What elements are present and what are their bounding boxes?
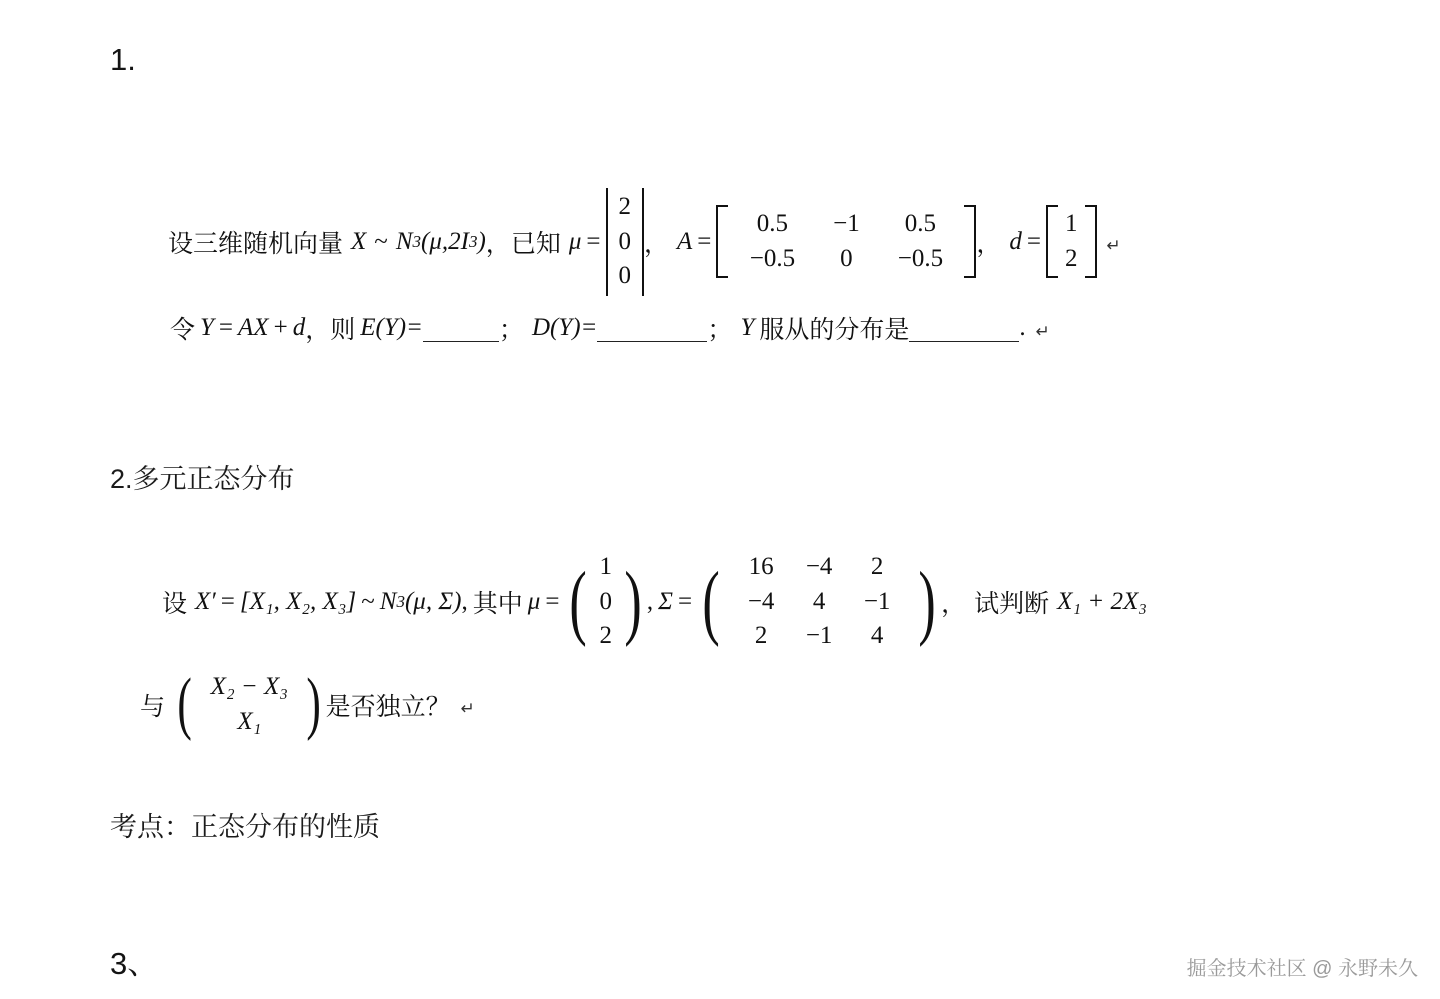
item1-line1-dist-args: (μ,2I (421, 227, 469, 255)
item1-line2-semi1: ； (498, 316, 524, 344)
item2-formula-line2 (140, 665, 475, 743)
item2-formula-line1 (162, 548, 1147, 656)
paragraph-mark-icon: ↵ (460, 698, 475, 719)
item1-line1-A: A (677, 227, 693, 255)
item2-line1-N: N (379, 587, 397, 615)
matrix-cell: 2 (618, 193, 631, 220)
item1-line2-d: d (292, 314, 306, 341)
matrix-d (1046, 205, 1097, 278)
paren-left: ( (177, 665, 192, 743)
item1-line2-Y: Y (200, 314, 214, 341)
item1-line1-dist-args-close: ) (477, 227, 486, 255)
item2-line2-tail: 是否独立？ (325, 692, 451, 721)
item2-line1-sim: ~ (361, 587, 375, 615)
item2-line1-expr: X₁ + 2X₃ (1057, 587, 1147, 615)
item1-line1-dist-sub: 3 (412, 231, 422, 251)
matrix-cell: −0.5 (749, 244, 796, 272)
answer-blank-ey[interactable] (423, 314, 499, 341)
item1-line2-AX: AX (238, 314, 269, 341)
matrix-cell: 0 (618, 262, 631, 289)
matrix-cell: X₁ (237, 707, 262, 735)
matrix-cell: 2 (870, 553, 884, 580)
item1-line1-dist-args-sub: 3 (468, 231, 478, 251)
matrix-cell: 16 (748, 553, 774, 580)
item1-line1-sep1: ， (644, 229, 670, 258)
item1-formula-line2 (170, 310, 1050, 346)
matrix-cell: −1 (805, 622, 833, 649)
item1-line2-period: . (1019, 314, 1026, 341)
item-number-3: 3、 (110, 946, 159, 981)
matrix-cell: −1 (833, 210, 860, 238)
item1-line1-known: 已知 (510, 229, 561, 258)
item2-line1-N-sub: 3 (396, 591, 405, 611)
matrix-cell: 0 (599, 587, 612, 615)
matrix-cell: X₂ − X₃ (210, 673, 288, 700)
item1-line2-let: 令 (170, 316, 196, 344)
paren-right: ) (624, 554, 642, 648)
item2-line1-where: 其中 (472, 589, 523, 618)
item2-line1-judge: 试判断 (974, 589, 1050, 618)
item2-line1-comma3: ， (941, 589, 967, 618)
item1-line2-tail: 服从的分布是 (759, 316, 910, 344)
matrix-cell: 4 (812, 587, 826, 615)
item1-line2-then: 则 (330, 316, 356, 344)
item2-line1-mu: μ (527, 587, 541, 615)
item1-line1-sep2: ， (976, 229, 1002, 258)
matrix-sigma (697, 548, 941, 656)
paren-right: ) (306, 665, 322, 743)
item1-formula-line1 (168, 188, 1121, 296)
matrix-cell: 2 (1065, 244, 1078, 272)
matrix-cell: 0 (618, 227, 631, 255)
item2-line1-vec: [X₁, X₂, X₃] (239, 587, 357, 615)
matrix-cell: 4 (870, 622, 884, 649)
matrix-cell: 2 (754, 622, 768, 649)
item1-line1-dist-sym: ~ (374, 227, 388, 255)
matrix-mu-1 (606, 188, 645, 296)
watermark: 掘金技术社区 @ 永野未久 (1186, 958, 1418, 980)
item2-line1-N-args: (μ, Σ) (404, 587, 462, 615)
matrix-cell: −0.5 (897, 244, 944, 272)
item1-line2-Y2: Y (740, 314, 755, 341)
item-number-2: 2.多元正态分布 (110, 464, 295, 494)
item2-line1-eq: = (220, 587, 235, 615)
item2-line1-mu-eq: = (545, 587, 560, 615)
item2-line1-sigma: Σ (658, 587, 674, 615)
paren-left: ( (702, 554, 720, 648)
matrix-cell: −4 (805, 553, 833, 580)
item2-line1-comma2: , (646, 587, 654, 615)
item1-line1-comma: ， (485, 229, 511, 258)
item2-note: 考点：正态分布的性质 (110, 812, 380, 842)
item1-line1-d: d (1009, 227, 1022, 255)
item-number-1: 1. (110, 42, 136, 77)
item1-line2-semi2: ； (707, 316, 733, 344)
answer-blank-dist[interactable] (909, 314, 1019, 341)
matrix-cell: −4 (747, 587, 775, 615)
paren-right: ) (918, 554, 936, 648)
paren-left: ( (569, 554, 588, 648)
item1-line2-plus: + (273, 314, 288, 341)
matrix-cell: 2 (599, 622, 612, 649)
item2-line1-Xt: X′ (195, 587, 216, 615)
item1-line1-A-eq: = (697, 227, 712, 255)
matrix-cell: 0 (840, 244, 853, 272)
item2-line1-let: 设 (162, 589, 188, 618)
item1-line2-comma: ， (305, 316, 331, 344)
item1-line1-eq: = (586, 227, 601, 255)
matrix-cell: −1 (863, 587, 891, 615)
answer-blank-dy[interactable] (597, 314, 707, 341)
item1-line1-prefix: 设三维随机向量 (168, 229, 344, 258)
matrix-cell: 1 (599, 553, 612, 580)
item1-line1-d-eq: = (1026, 227, 1042, 255)
item1-line2-eq: = (218, 314, 234, 341)
item2-line1-comma: , (461, 587, 468, 615)
matrix-A (716, 205, 976, 278)
matrix-cell: 0.5 (904, 210, 937, 238)
paragraph-mark-icon: ↵ (1106, 235, 1121, 256)
matrix-cell: 1 (1065, 210, 1078, 238)
matrix-mu-2 (564, 548, 646, 656)
paragraph-mark-icon: ↵ (1035, 322, 1050, 342)
item2-line1-sigma-eq: = (678, 587, 693, 615)
item2-line2-with: 与 (140, 692, 166, 721)
item1-line1-var: X (351, 227, 367, 255)
item1-line2-EY: E(Y)= (360, 314, 423, 341)
item1-line2-DY: D(Y)= (531, 314, 598, 341)
item1-line1-dist: N (395, 227, 413, 255)
matrix-expr (173, 665, 326, 743)
matrix-cell: 0.5 (756, 210, 789, 238)
item1-line1-mu: μ (568, 227, 582, 255)
